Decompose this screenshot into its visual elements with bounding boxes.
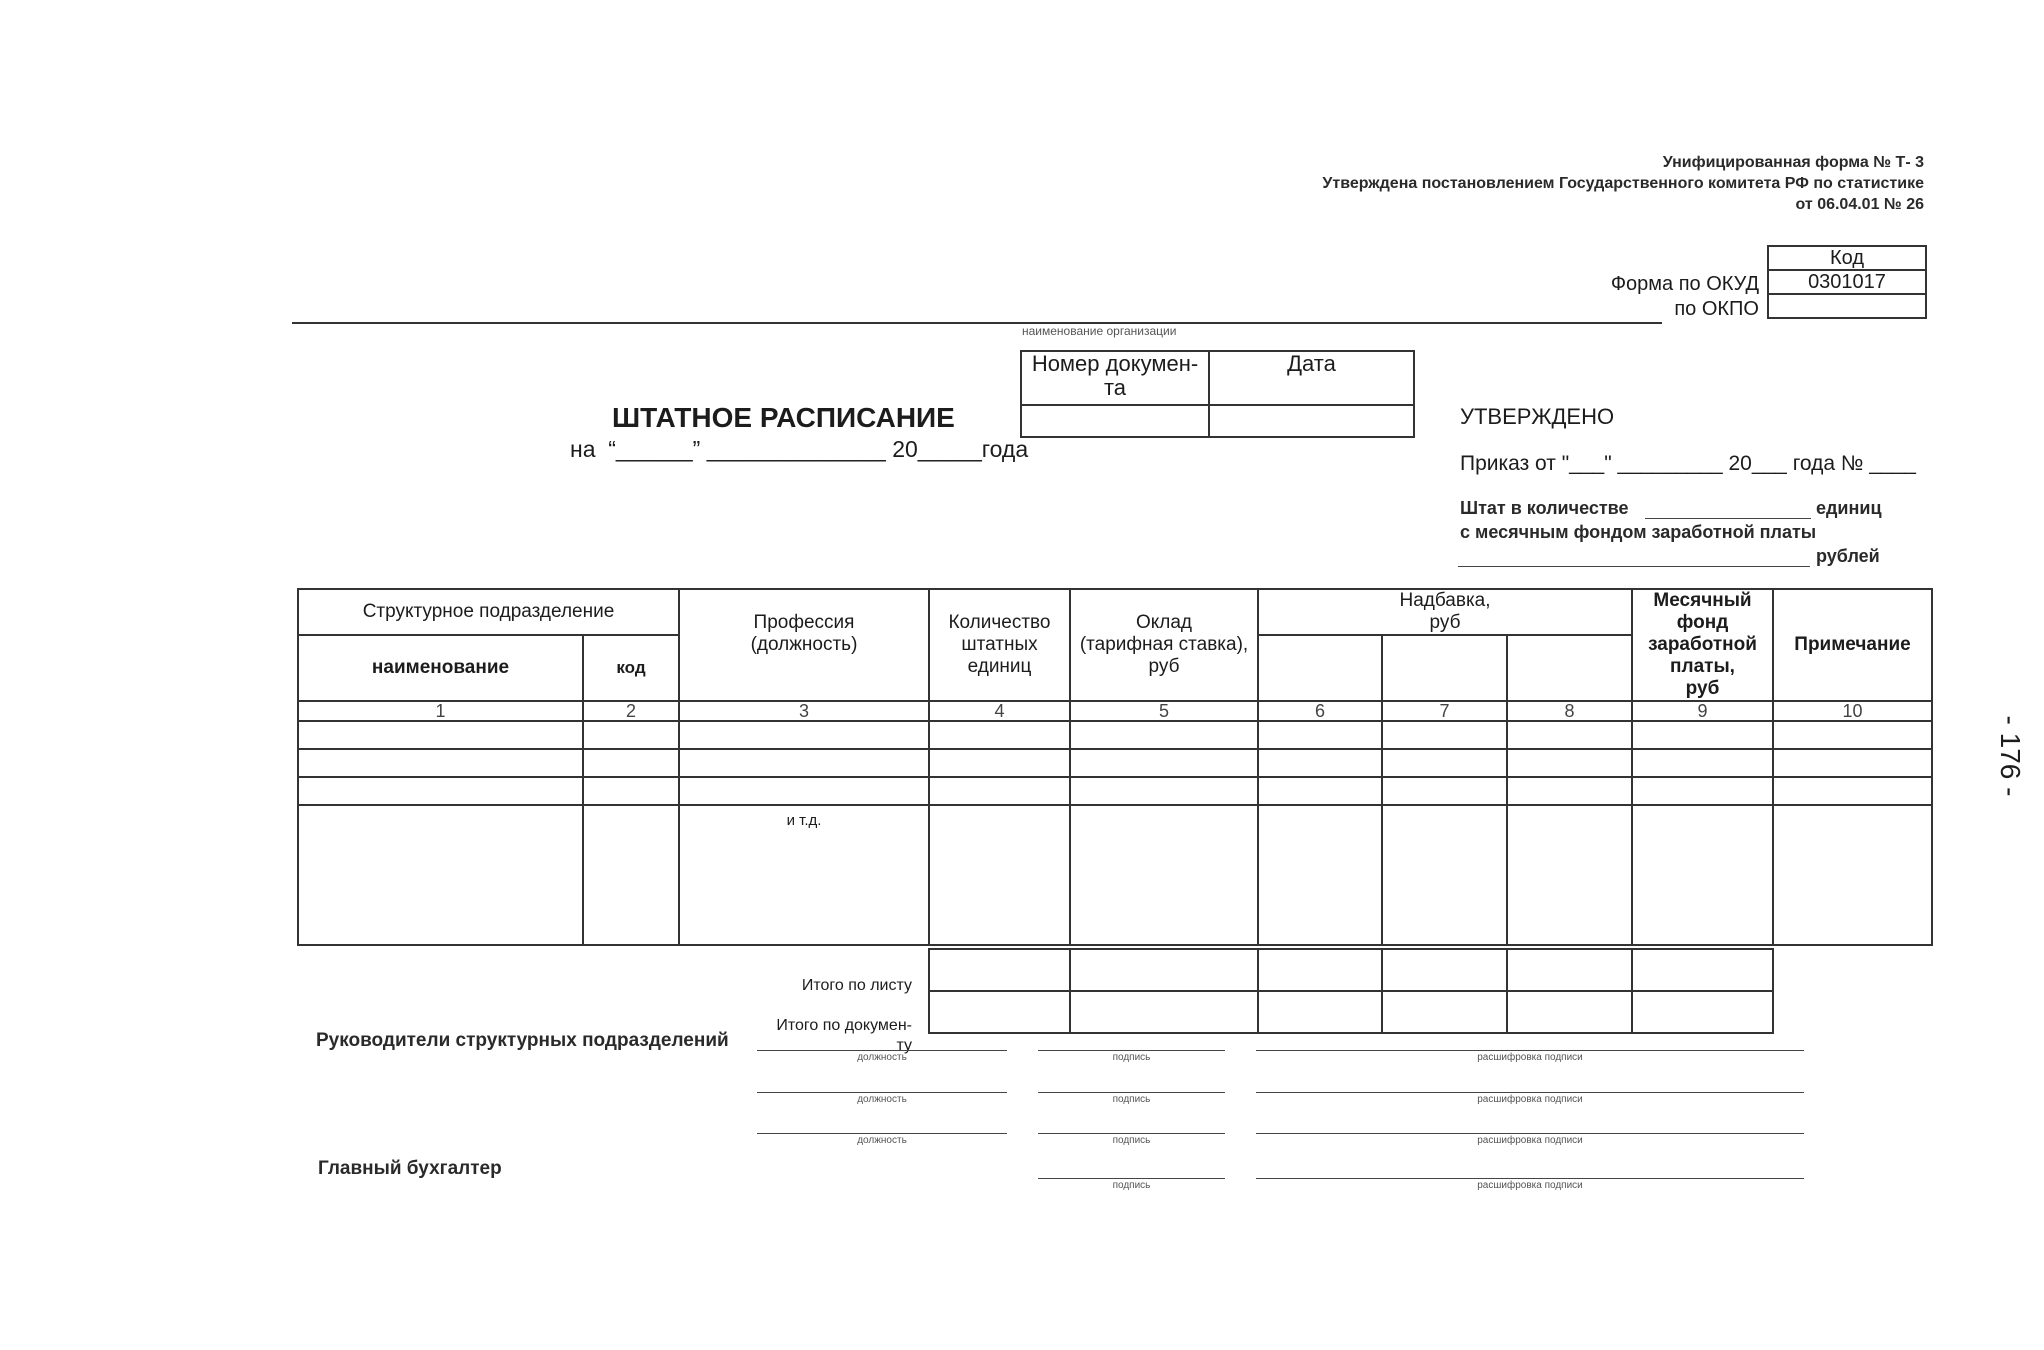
staff-units-label: единиц (1816, 498, 1882, 518)
table-cell[interactable] (929, 721, 1070, 749)
position-caption: должность (857, 1094, 907, 1105)
document-number-header: Номер докумен- та (1021, 351, 1209, 405)
table-cell[interactable] (298, 721, 583, 749)
signature-caption: подпись (1112, 1052, 1151, 1063)
table-cell[interactable] (583, 805, 679, 945)
total-doc-bonus-8[interactable] (1507, 991, 1632, 1033)
column-number: 5 (1070, 701, 1258, 721)
approval-line-2: Утверждена постановлением Государственного комитета РФ по статистике (1322, 175, 1924, 192)
signature-caption: подпись (1112, 1135, 1151, 1146)
column-number: 7 (1382, 701, 1507, 721)
organization-caption: наименование организации (1022, 324, 1177, 338)
table-cell[interactable] (1632, 777, 1773, 805)
table-cell[interactable] (1070, 749, 1258, 777)
total-per-sheet-label: Итого по листу (801, 977, 912, 994)
table-cell[interactable] (1773, 805, 1932, 945)
table-cell[interactable] (1773, 749, 1932, 777)
table-cell[interactable] (583, 749, 679, 777)
table-row (298, 777, 1932, 805)
okpo-code-field[interactable] (1768, 294, 1926, 318)
name-header: наименование (298, 635, 583, 701)
table-cell[interactable] (1632, 721, 1773, 749)
column-number: 9 (1632, 701, 1773, 721)
table-cell[interactable] (298, 777, 583, 805)
total-sheet-bonus-7[interactable] (1382, 949, 1507, 991)
table-cell[interactable] (1632, 749, 1773, 777)
table-cell[interactable] (1258, 777, 1382, 805)
page-number: - 176 - (1995, 715, 2026, 797)
table-cell[interactable] (298, 805, 583, 945)
total-sheet-bonus-8[interactable] (1507, 949, 1632, 991)
table-cell[interactable] (1773, 721, 1932, 749)
column-number: 10 (1773, 701, 1932, 721)
signature-caption: подпись (1112, 1180, 1151, 1191)
signature-line[interactable] (1038, 1178, 1225, 1179)
column-number: 1 (298, 701, 583, 721)
approval-note (1322, 152, 1924, 215)
staff-count-label: Штат в количестве (1460, 498, 1629, 518)
table-cell[interactable] (583, 777, 679, 805)
staffing-table (297, 588, 1933, 946)
decode-caption: расшифровка подписи (1477, 1180, 1583, 1191)
total-doc-fund[interactable] (1632, 991, 1773, 1033)
table-cell[interactable] (1382, 721, 1507, 749)
column-number: 3 (679, 701, 929, 721)
okud-label: Форма по ОКУД (1610, 273, 1759, 295)
table-cell[interactable] (1773, 777, 1932, 805)
signature-caption: подпись (1112, 1094, 1151, 1105)
decode-line[interactable] (1256, 1092, 1804, 1093)
total-sheet-bonus-6[interactable] (1258, 949, 1382, 991)
table-cell[interactable] (1070, 721, 1258, 749)
structural-division-header: Структурное подразделение (298, 589, 679, 635)
fund-amount-field[interactable] (1458, 566, 1810, 567)
okud-code-field[interactable]: 0301017 (1768, 270, 1926, 294)
table-cell[interactable] (1632, 805, 1773, 945)
decode-caption: расшифровка подписи (1477, 1094, 1583, 1105)
document-number-field[interactable] (1021, 405, 1209, 437)
position-line[interactable] (757, 1050, 1007, 1051)
totals-table (928, 948, 1774, 1034)
table-cell[interactable] (679, 749, 929, 777)
table-cell[interactable] (583, 721, 679, 749)
table-cell[interactable] (1382, 749, 1507, 777)
code-box (1767, 245, 1927, 319)
table-cell[interactable] (1070, 805, 1258, 945)
profession-header: Профессия (должность) (679, 589, 929, 701)
etc-cell[interactable] (679, 805, 929, 945)
signature-line[interactable] (1038, 1050, 1225, 1051)
staff-count-field[interactable] (1645, 518, 1811, 519)
position-caption: должность (857, 1135, 907, 1146)
decode-line[interactable] (1256, 1050, 1804, 1051)
position-caption: должность (857, 1052, 907, 1063)
table-cell[interactable] (1382, 777, 1507, 805)
total-sheet-fund[interactable] (1632, 949, 1773, 991)
fund-label: с месячным фондом заработной платы (1460, 522, 1817, 542)
signature-line[interactable] (1038, 1092, 1225, 1093)
table-cell[interactable] (1258, 805, 1382, 945)
total-per-document-label: Итого по докумен- ту (776, 1017, 912, 1054)
position-line[interactable] (757, 1133, 1007, 1134)
okud-labels (1611, 272, 1759, 322)
approval-line-1: Унифицированная форма № Т- 3 (1662, 154, 1924, 171)
bonus-column-7 (1382, 635, 1507, 701)
document-title: ШТАТНОЕ РАСПИСАНИЕ (612, 402, 955, 433)
total-doc-bonus-7[interactable] (1382, 991, 1507, 1033)
bonus-column-8 (1507, 635, 1632, 701)
signature-line[interactable] (1038, 1133, 1225, 1134)
table-cell[interactable] (298, 749, 583, 777)
okpo-label: по ОКПО (1674, 298, 1759, 320)
table-cell[interactable] (1507, 805, 1632, 945)
document-number-table (1020, 350, 1415, 438)
table-cell[interactable] (1258, 749, 1382, 777)
approval-line-3: от 06.04.01 № 26 (1795, 196, 1924, 213)
order-line[interactable]: Приказ от "___" _________ 20___ года № ____ (1460, 452, 1916, 475)
total-doc-salary[interactable] (1070, 991, 1258, 1033)
document-date-field[interactable] (1209, 405, 1414, 437)
table-cell[interactable] (1507, 749, 1632, 777)
code-header: код (583, 635, 679, 701)
column-number: 4 (929, 701, 1070, 721)
date-header: Дата (1209, 351, 1414, 405)
position-line[interactable] (757, 1092, 1007, 1093)
column-number: 2 (583, 701, 679, 721)
total-sheet-salary[interactable] (1070, 949, 1258, 991)
chief-accountant-label: Главный бухгалтер (318, 1158, 502, 1179)
total-sheet-count[interactable] (929, 949, 1070, 991)
table-row (298, 805, 1932, 945)
code-header: Код (1768, 246, 1926, 270)
bonus-header: Надбавка, руб (1258, 589, 1632, 635)
decode-line[interactable] (1256, 1178, 1804, 1179)
table-row (298, 721, 1932, 749)
approved-heading: УТВЕРЖДЕНО (1460, 404, 1615, 429)
division-heads-label: Руководители структурных подразделений (316, 1030, 729, 1051)
table-cell[interactable] (679, 721, 929, 749)
table-cell[interactable] (679, 777, 929, 805)
table-cell[interactable] (929, 805, 1070, 945)
total-doc-count[interactable] (929, 991, 1070, 1033)
table-cell[interactable] (1507, 777, 1632, 805)
bonus-column-6 (1258, 635, 1382, 701)
column-number: 8 (1507, 701, 1632, 721)
table-cell[interactable] (929, 749, 1070, 777)
table-cell[interactable] (1507, 721, 1632, 749)
table-row (298, 749, 1932, 777)
etc-text: и т.д. (786, 812, 822, 829)
table-cell[interactable] (929, 777, 1070, 805)
salary-header: Оклад (тарифная ставка), руб (1070, 589, 1258, 701)
fund-currency-label: рублей (1816, 546, 1880, 566)
title-date-line[interactable]: на “______” ______________ 20_____года (570, 436, 1029, 462)
staff-count-header: Количество штатных единиц (929, 589, 1070, 701)
column-number: 6 (1258, 701, 1382, 721)
table-cell[interactable] (1382, 805, 1507, 945)
decode-line[interactable] (1256, 1133, 1804, 1134)
table-cell[interactable] (1070, 777, 1258, 805)
total-doc-bonus-6[interactable] (1258, 991, 1382, 1033)
table-cell[interactable] (1258, 721, 1382, 749)
monthly-fund-header: Месячный фонд заработной платы, руб (1632, 589, 1773, 701)
note-header: Примечание (1773, 589, 1932, 701)
decode-caption: расшифровка подписи (1477, 1052, 1583, 1063)
organization-line[interactable] (292, 322, 1662, 324)
decode-caption: расшифровка подписи (1477, 1135, 1583, 1146)
